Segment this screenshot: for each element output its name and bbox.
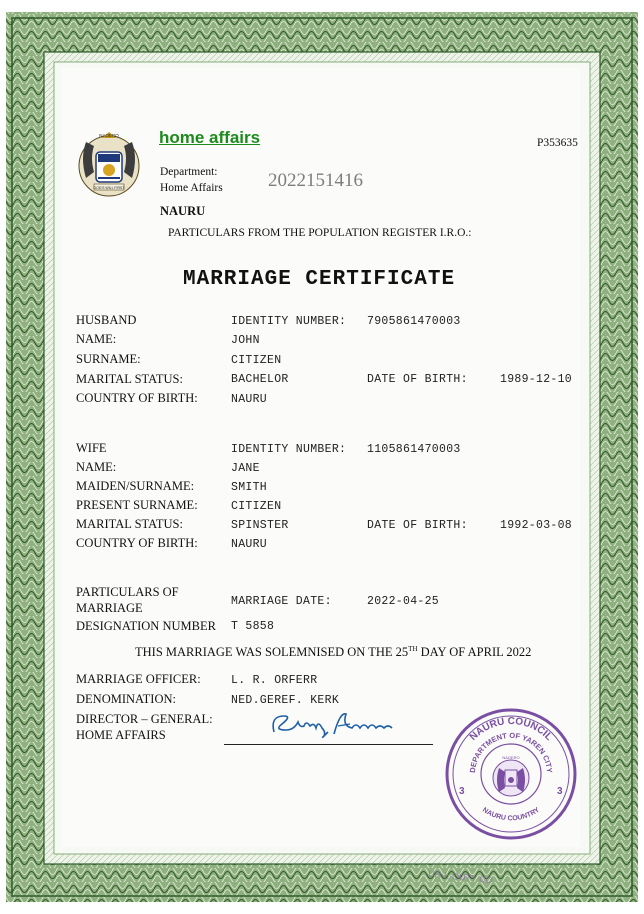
coat-of-arms-icon [72, 128, 146, 200]
designation-value: T 5858 [231, 620, 275, 633]
wife-maiden-label: MAIDEN/SURNAME: [76, 479, 195, 493]
wife-cob-label: COUNTRY OF BIRTH: [76, 536, 198, 550]
marriage-date-label: MARRIAGE DATE: [231, 595, 332, 608]
wife-maiden-value: SMITH [231, 481, 268, 494]
director-signature [268, 706, 398, 744]
brand-title: home affairs [159, 128, 261, 147]
stamp-inner-text: DEPARTMENT OF YAREN CITY [467, 730, 555, 774]
wife-present-surname-value: CITIZEN [231, 500, 282, 513]
husband-name-label: NAME: [76, 332, 117, 346]
solemnised-text-post: DAY OF APRIL 2022 [417, 645, 532, 660]
denomination-label: DENOMINATION: [76, 692, 176, 706]
husband-cob-value: NAURU [231, 393, 268, 406]
husband-dob-value: 1989-12-10 [500, 373, 573, 386]
svg-text:NAURU COUNTRY [481, 806, 541, 822]
stamp-seal-text: NAOERO [502, 755, 520, 760]
husband-name-value: JOHN [231, 334, 260, 347]
department-label: Department: [160, 166, 218, 178]
border-stamp-text: UR·L·OUTY CO [427, 868, 494, 886]
stamp-outer-text: NAURU COUNCIL [467, 715, 555, 743]
coat-of-arms-text-top: NAOERO [99, 133, 119, 138]
wife-cob-value: NAURU [231, 538, 268, 551]
council-stamp [443, 706, 580, 843]
solemnised-text-pre: THIS MARRIAGE WAS SOLEMNISED ON THE 25 [135, 645, 409, 660]
wife-present-surname-label: PRESENT SURNAME: [76, 498, 198, 512]
husband-marital-value: BACHELOR [231, 373, 289, 386]
officer-value: L. R. ORFERR [231, 674, 318, 687]
denomination-value: NED.GEREF. KERK [231, 694, 340, 707]
page-title: MARRIAGE CERTIFICATE [183, 268, 456, 291]
register-subtitle: PARTICULARS FROM THE POPULATION REGISTER I.R.O.: [168, 227, 472, 239]
wife-name-label: NAME: [76, 460, 117, 474]
coat-of-arms-text-bottom: GOD'S WILL FIRST [93, 186, 125, 190]
certificate-number: 2022151416 [268, 170, 363, 191]
country-heading: NAURU [160, 204, 206, 218]
designation-label: DESIGNATION NUMBER [76, 619, 216, 633]
director-label-line1: DIRECTOR – GENERAL: [76, 712, 213, 726]
husband-id-value: 7905861470003 [367, 315, 461, 328]
signature-line [224, 744, 433, 745]
husband-surname-label: SURNAME: [76, 352, 141, 366]
solemnised-superscript: TH [408, 645, 418, 653]
husband-section-label: HUSBAND [76, 313, 137, 327]
serial-number: P353635 [537, 137, 578, 149]
wife-dob-value: 1992-03-08 [500, 519, 573, 532]
husband-id-label: IDENTITY NUMBER: [231, 315, 347, 328]
department-name: Home Affairs [160, 182, 223, 194]
particulars-label-line1: PARTICULARS OF [76, 585, 179, 599]
particulars-label-line2: MARRIAGE [76, 601, 143, 615]
stamp-number-left: 3 [459, 786, 465, 797]
wife-id-value: 1105861470003 [367, 443, 461, 456]
wife-dob-label: DATE OF BIRTH: [367, 519, 468, 532]
wife-section-label: WIFE [76, 441, 107, 455]
husband-surname-value: CITIZEN [231, 354, 282, 367]
wife-id-label: IDENTITY NUMBER: [231, 443, 347, 456]
officer-label: MARRIAGE OFFICER: [76, 672, 201, 686]
wife-marital-label: MARITAL STATUS: [76, 517, 183, 531]
husband-marital-label: MARITAL STATUS: [76, 372, 183, 386]
solemnised-statement [135, 645, 531, 660]
marriage-date-value: 2022-04-25 [367, 595, 440, 608]
husband-cob-label: COUNTRY OF BIRTH: [76, 391, 198, 405]
stamp-number-right: 3 [557, 786, 563, 797]
director-label-line2: HOME AFFAIRS [76, 728, 166, 742]
husband-dob-label: DATE OF BIRTH: [367, 373, 468, 386]
wife-name-value: JANE [231, 462, 260, 475]
wife-marital-value: SPINSTER [231, 519, 289, 532]
stamp-bottom-text: NAURU COUNTRY [481, 806, 541, 823]
